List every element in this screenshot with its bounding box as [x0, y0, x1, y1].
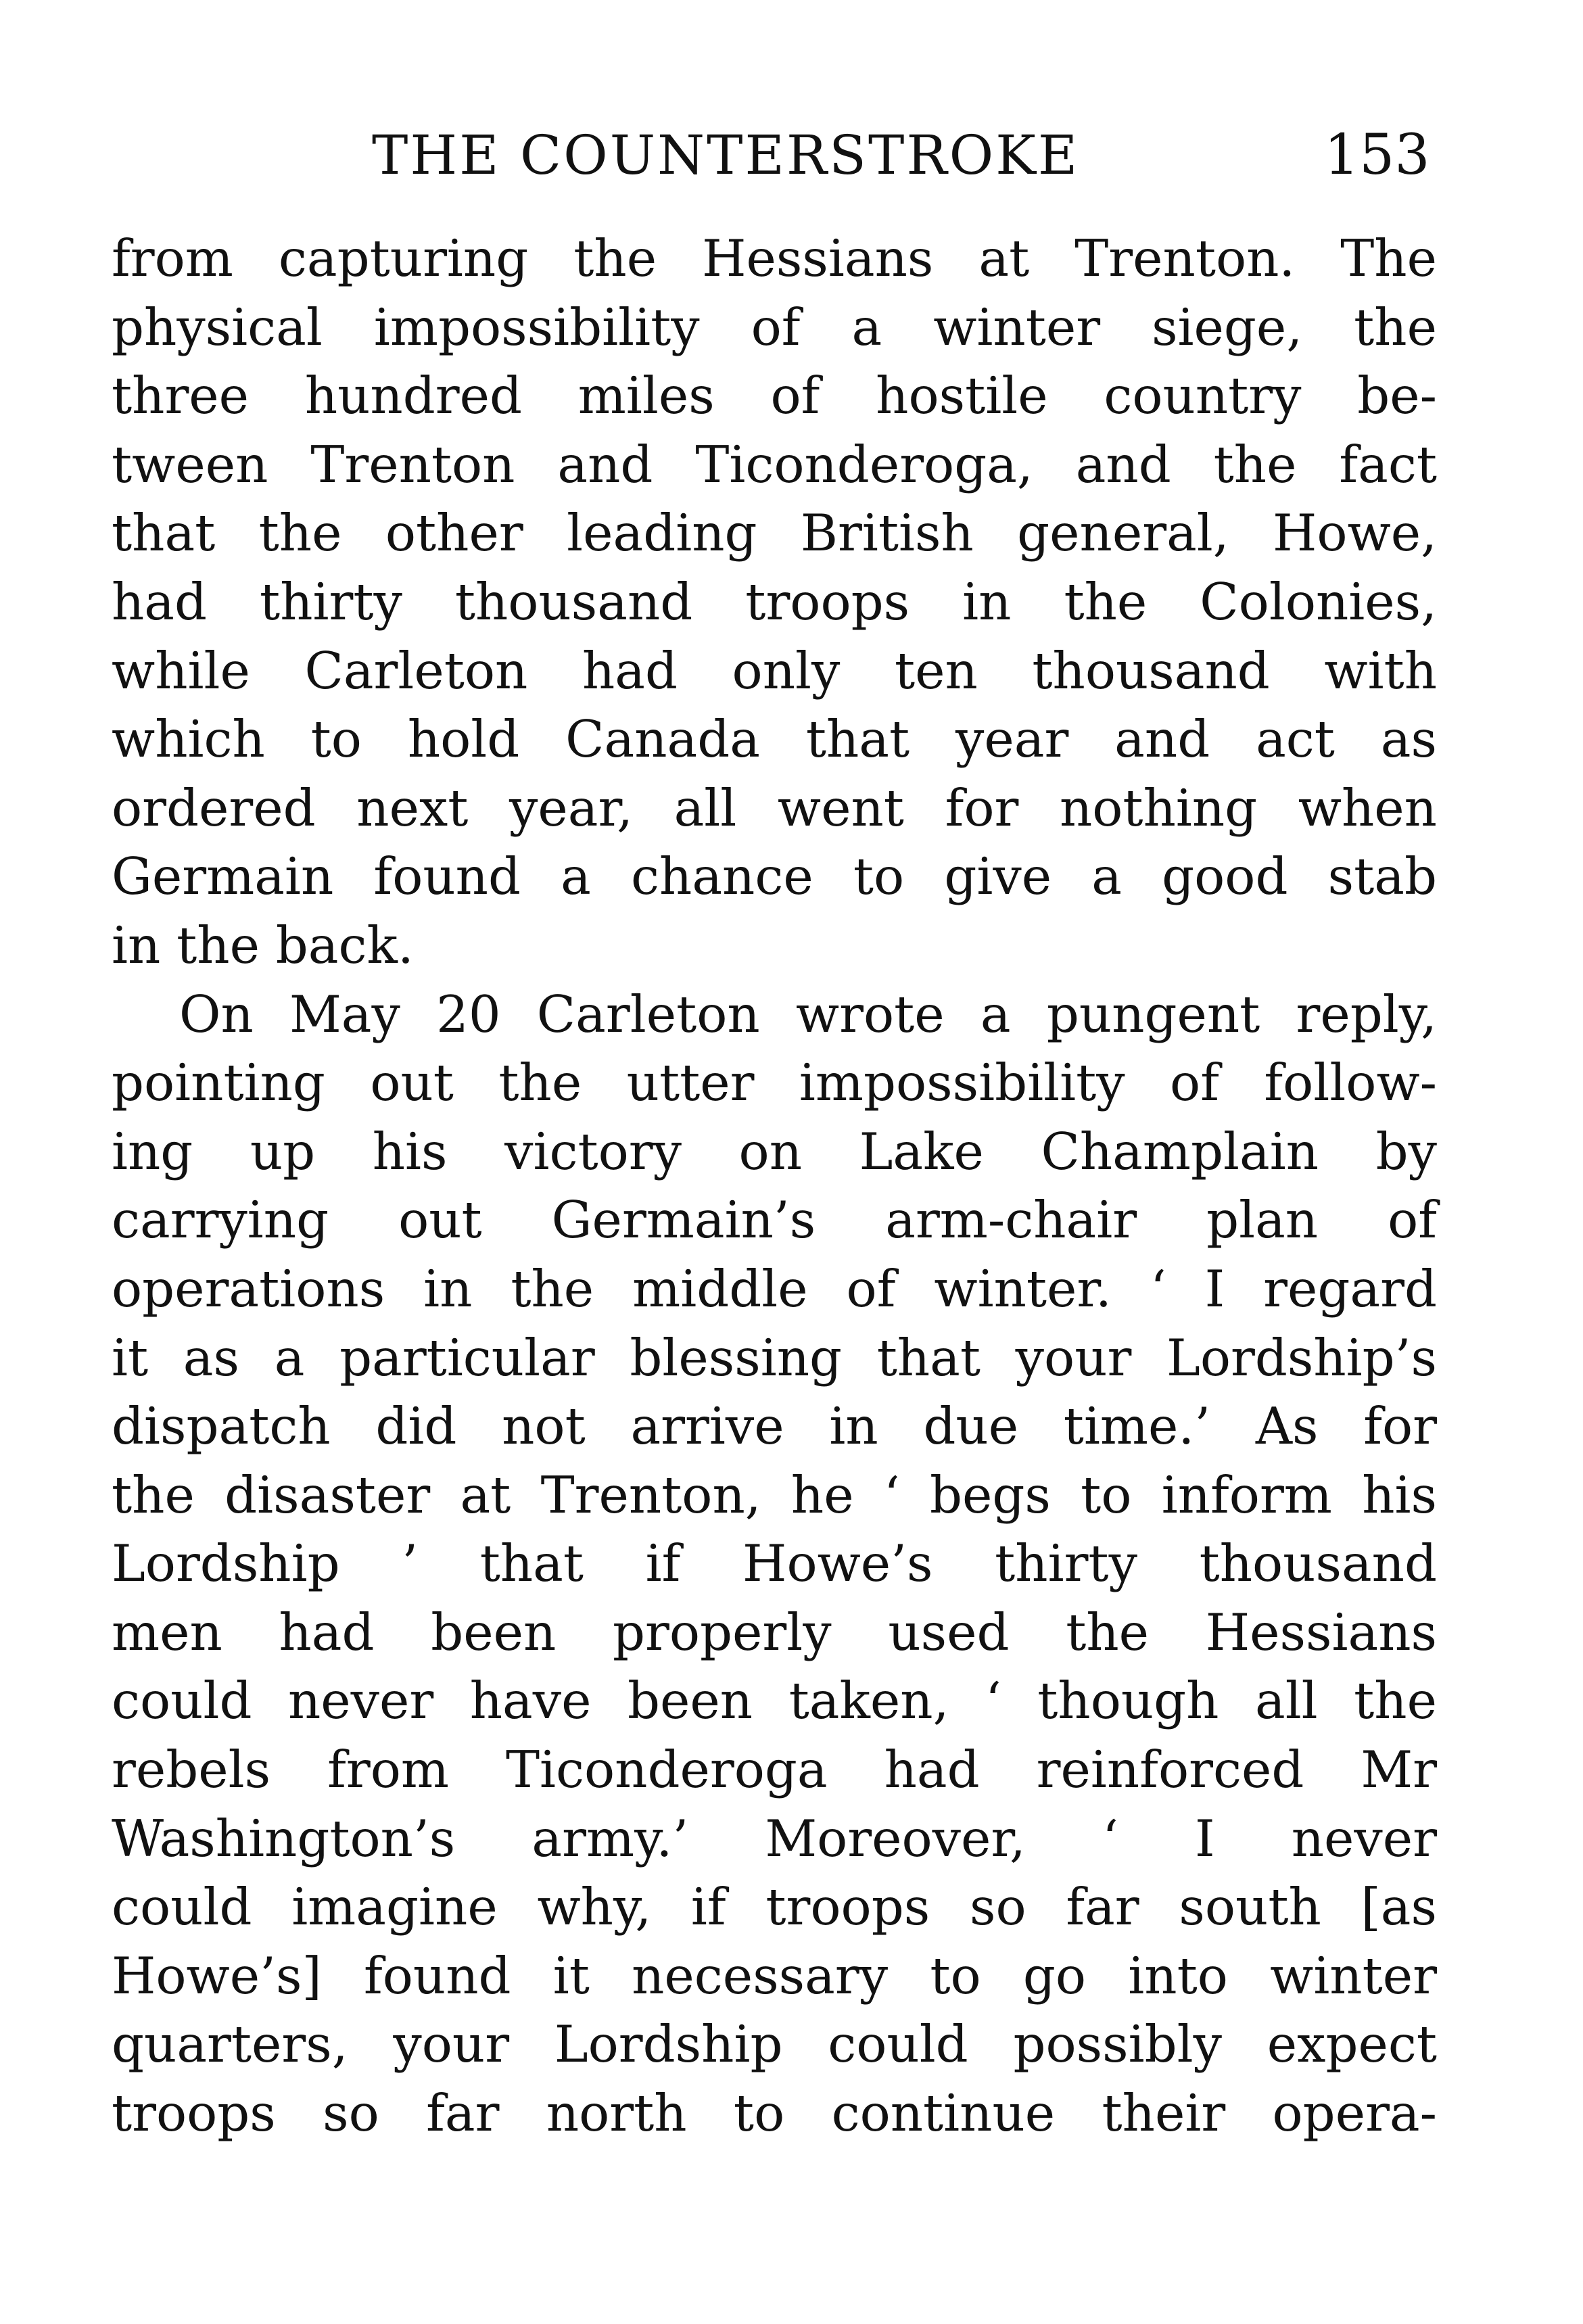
text-line: pointing out the utter impossibility of follow-: [112, 1053, 1437, 1113]
text-line: in the back.: [112, 915, 414, 975]
text-line: ordered next year, all went for nothing when: [112, 778, 1437, 838]
text-line: ing up his victory on Lake Champlain by: [112, 1121, 1437, 1181]
text-line: dispatch did not arrive in due time.’ As for: [112, 1396, 1437, 1456]
text-line: it as a particular blessing that your Lordship’s: [112, 1327, 1437, 1388]
text-line: men had been properly used the Hessians: [112, 1602, 1437, 1662]
text-line: Germain found a chance to give a good stab: [112, 847, 1437, 907]
running-head: [0, 115, 1583, 196]
text-line: could never have been taken, ‘ though all the: [112, 1671, 1437, 1731]
text-line: while Carleton had only ten thousand with: [112, 640, 1437, 701]
text-line: rebels from Ticonderoga had reinforced Mr: [112, 1740, 1437, 1800]
page-number: 153: [1324, 123, 1430, 187]
text-line: troops so far north to continue their opera-: [112, 2083, 1437, 2143]
text-line: tween Trenton and Ticonderoga, and the fact: [112, 434, 1437, 494]
text-line: could imagine why, if troops so far south [as: [112, 1877, 1437, 1937]
text-line: that the other leading British general, Howe,: [112, 503, 1437, 563]
text-line: physical impossibility of a winter siege, the: [112, 297, 1437, 357]
text-line: three hundred miles of hostile country be-: [112, 366, 1437, 426]
text-line: the disaster at Trenton, he ‘ begs to inform his: [112, 1465, 1437, 1525]
text-line: Lordship ’ that if Howe’s thirty thousand: [112, 1534, 1437, 1594]
text-line: had thirty thousand troops in the Colonies,: [112, 571, 1437, 632]
paragraph-start-line: On May 20 Carleton wrote a pungent reply,: [179, 984, 1437, 1044]
body-text: [112, 224, 1437, 2148]
text-line: Howe’s] found it necessary to go into winter: [112, 1945, 1437, 2006]
text-line: operations in the middle of winter. ‘ I regard: [112, 1258, 1437, 1319]
text-line: from capturing the Hessians at Trenton. The: [112, 229, 1437, 288]
running-title: THE COUNTERSTROKE: [372, 124, 1080, 187]
text-line: Washington’s army.’ Moreover, ‘ I never: [112, 1808, 1437, 1868]
text-line: which to hold Canada that year and act as: [112, 709, 1437, 769]
text-line: quarters, your Lordship could possibly expect: [112, 2014, 1437, 2074]
text-line: carrying out Germain’s arm-chair plan of: [112, 1190, 1437, 1250]
